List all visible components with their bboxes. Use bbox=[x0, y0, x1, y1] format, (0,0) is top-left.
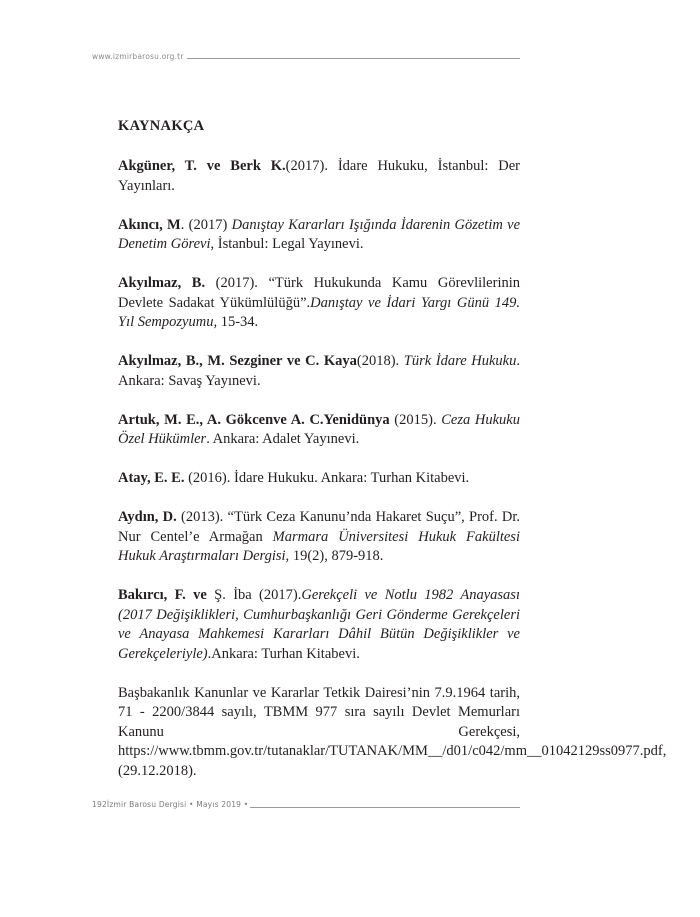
section-title: KAYNAKÇA bbox=[118, 118, 205, 134]
reference-title: Türk İdare Hukuku bbox=[403, 353, 517, 369]
page-header bbox=[92, 52, 520, 66]
page-footer bbox=[92, 800, 520, 814]
reference-title: Gerekçeli ve Notlu 1982 Anayasası (2017 Değişiklikleri, Cumhurbaşkanlığı Geri Gönderme Gerekçeleri ve Anayasa Mahkemesi Kararları Dâhil Bütün Değişiklikler ve Gerekçeleriyle) bbox=[118, 587, 520, 662]
reference-text: (2018). bbox=[356, 353, 404, 369]
reference-entry bbox=[118, 469, 520, 489]
reference-text: (2013). “Türk Ceza Kanunu’nda Hakaret Suçu”, Prof. Dr. Nur Centel’e Armağan bbox=[118, 509, 520, 545]
reference-text: . (2017) bbox=[180, 216, 232, 233]
reference-text: 15-34. bbox=[217, 314, 259, 330]
reference-author: Bakırcı, F. ve bbox=[118, 587, 207, 603]
reference-title: Danıştay Kararları Işığında İdarenin Gözetim ve Denetim Görevi bbox=[118, 216, 521, 252]
reference-text: Ş. İba (2017). bbox=[206, 587, 302, 603]
reference-entry bbox=[118, 684, 667, 782]
reference-text: Başbakanlık Kanunlar ve Kararlar Tetkik Dairesi’nin 7.9.1964 tarih, 71 - 2200/3844 sayılı, TBMM 977 sıra sayılı Devlet Memurları Kanunu Gerekçesi, https://www.tbmm.gov.tr/tutanaklar/TUTANAK/MM__/d01/c042/mm__01042129ss0977.pdf, (29.12.2018). bbox=[118, 684, 667, 779]
reference-entry bbox=[118, 508, 520, 567]
reference-text: (2017). İdare Hukuku, İstanbul: Der Yayınları. bbox=[118, 158, 520, 194]
header-url: www.izmirbarosu.org.tr bbox=[92, 52, 187, 61]
reference-list bbox=[118, 157, 667, 781]
reference-entry bbox=[118, 352, 520, 391]
reference-author: Atay, E. E. bbox=[118, 470, 185, 486]
reference-text: . Ankara: Savaş Yayınevi. bbox=[118, 353, 520, 389]
reference-author: Akyılmaz, B. bbox=[118, 275, 206, 291]
reference-entry bbox=[118, 586, 520, 664]
bibliography-section bbox=[118, 118, 667, 801]
footer-text bbox=[92, 800, 250, 809]
reference-entry bbox=[118, 274, 520, 333]
reference-text: . Ankara: Adalet Yayınevi. bbox=[206, 431, 360, 447]
reference-text: (2017). “Türk Hukukunda Kamu Görevlilerinin Devlete Sadakat Yükümlülüğü”. bbox=[118, 275, 521, 311]
reference-title: Marmara Üniversitesi Hukuk Fakültesi Hukuk Araştırmaları Dergisi, bbox=[118, 528, 520, 564]
reference-title: Ceza Hukuku Özel Hükümler bbox=[118, 411, 520, 447]
reference-text: .Ankara: Turhan Kitabevi. bbox=[207, 645, 360, 662]
reference-text: (2016). İdare Hukuku. Ankara: Turhan Kitabevi. bbox=[184, 470, 470, 486]
reference-author: Akyılmaz, B., M. Sezginer ve C. Kaya bbox=[118, 353, 357, 369]
reference-author: Aydın, D. bbox=[118, 509, 177, 525]
reference-entry bbox=[118, 411, 520, 450]
reference-author: Akıncı, M bbox=[118, 216, 181, 233]
reference-author: Akgüner, T. ve Berk K. bbox=[118, 158, 286, 174]
reference-text: 19(2), 879-918. bbox=[289, 548, 384, 564]
reference-author: Artuk, M. E., A. Gökcenve A. C.Yenidünya bbox=[118, 411, 390, 428]
reference-text: , İstanbul: Legal Yayınevi. bbox=[210, 236, 364, 252]
reference-entry bbox=[118, 157, 520, 196]
reference-text: (2015). bbox=[389, 411, 442, 428]
journal-info: İzmir Barosu Dergisi • Mayıs 2019 • bbox=[106, 800, 249, 809]
reference-entry bbox=[118, 216, 520, 255]
reference-title: Danıştay ve İdari Yargı Günü 149. Yıl Sempozyumu, bbox=[118, 294, 520, 330]
page-number: 192 bbox=[92, 800, 107, 809]
